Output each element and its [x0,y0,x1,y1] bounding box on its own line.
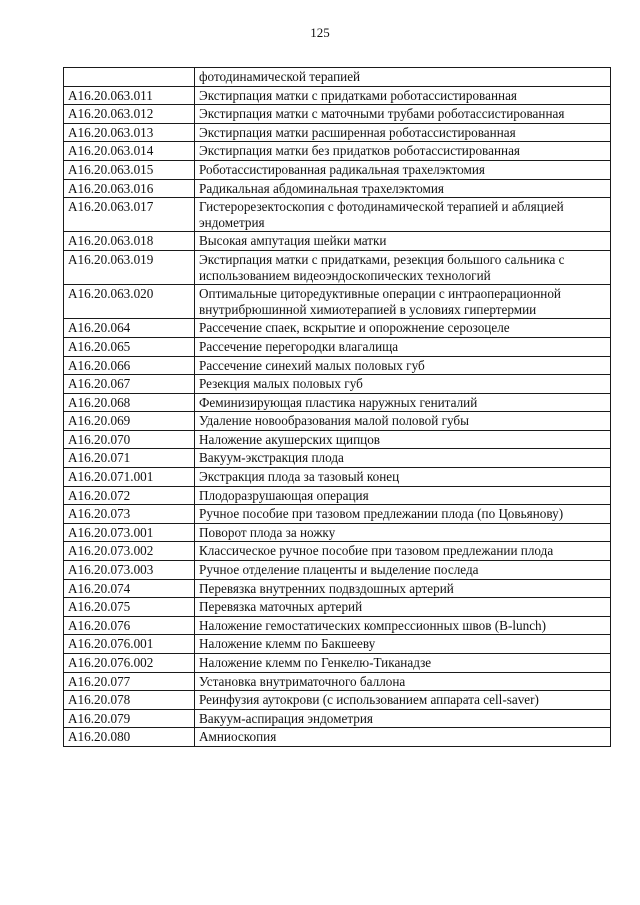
procedure-name-cell: Реинфузия аутокрови (с использованием аппарата cell-saver) [195,691,611,710]
table-row [64,393,611,412]
table-row [64,523,611,542]
table-row [64,505,611,524]
table-row [64,337,611,356]
procedure-code-cell: A16.20.063.012 [64,105,195,124]
procedure-code-cell: A16.20.063.013 [64,123,195,142]
procedure-name-cell: Экстракция плода за тазовый конец [195,468,611,487]
table-row [64,123,611,142]
table-row [64,179,611,198]
procedure-code-cell: A16.20.071.001 [64,468,195,487]
procedure-code-cell: A16.20.063.017 [64,198,195,232]
procedure-code-cell: A16.20.063.020 [64,285,195,319]
procedure-name-cell: Экстирпация матки без придатков роботассистированная [195,142,611,161]
procedure-name-cell: Феминизирующая пластика наружных гениталий [195,393,611,412]
table-row [64,412,611,431]
procedure-code-cell: A16.20.077 [64,672,195,691]
procedure-name-cell: Ручное отделение плаценты и выделение последа [195,561,611,580]
table-row [64,728,611,747]
procedure-code-cell: A16.20.075 [64,598,195,617]
procedure-code-cell: A16.20.073.001 [64,523,195,542]
procedure-name-cell: Классическое ручное пособие при тазовом предлежании плода [195,542,611,561]
procedure-name-cell: Поворот плода за ножку [195,523,611,542]
table-row [64,598,611,617]
procedure-name-cell: Экстирпация матки расширенная роботассистированная [195,123,611,142]
procedure-code-cell: A16.20.070 [64,430,195,449]
procedure-name-cell: Удаление новообразования малой половой губы [195,412,611,431]
procedure-code-cell: A16.20.063.014 [64,142,195,161]
procedure-code-cell: A16.20.063.015 [64,160,195,179]
procedure-code-cell: A16.20.065 [64,337,195,356]
procedure-code-cell: A16.20.071 [64,449,195,468]
procedure-code-cell: A16.20.080 [64,728,195,747]
procedure-code-cell: A16.20.073.002 [64,542,195,561]
table-row [64,319,611,338]
procedure-code-cell: A16.20.069 [64,412,195,431]
procedure-name-cell: Экстирпация матки с придатками роботассистированная [195,86,611,105]
procedure-name-cell: Резекция малых половых губ [195,375,611,394]
table-row [64,142,611,161]
table-row [64,542,611,561]
table-row [64,672,611,691]
procedure-code-cell: A16.20.074 [64,579,195,598]
table-row [64,68,611,87]
procedure-name-cell: Рассечение спаек, вскрытие и опорожнение серозоцеле [195,319,611,338]
procedure-name-cell: Наложение гемостатических компрессионных швов (B-lunch) [195,616,611,635]
table-row [64,250,611,284]
procedure-name-cell: Вакуум-аспирация эндометрия [195,709,611,728]
procedure-name-cell: Оптимальные циторедуктивные операции с интраоперационной внутрибрюшинной химиотерапией в условиях гипертермии [195,285,611,319]
procedure-code-cell: A16.20.076.001 [64,635,195,654]
procedure-name-cell: Гистерорезектоскопия с фотодинамической терапией и абляцией эндометрия [195,198,611,232]
table-row [64,635,611,654]
procedure-table [63,67,611,747]
table-row [64,86,611,105]
procedure-code-cell: A16.20.072 [64,486,195,505]
procedure-name-cell: Радикальная абдоминальная трахелэктомия [195,179,611,198]
table-row [64,285,611,319]
procedure-code-cell [64,68,195,87]
procedure-code-cell: A16.20.076.002 [64,654,195,673]
table-row [64,198,611,232]
table-row [64,449,611,468]
table-row [64,654,611,673]
procedure-name-cell: Экстирпация матки с маточными трубами роботассистированная [195,105,611,124]
table-row [64,356,611,375]
procedure-name-cell: Ручное пособие при тазовом предлежании плода (по Цовьянову) [195,505,611,524]
procedure-name-cell: Наложение клемм по Генкелю-Тиканадзе [195,654,611,673]
procedure-code-cell: A16.20.073 [64,505,195,524]
table-row [64,691,611,710]
table-row [64,561,611,580]
table-row [64,375,611,394]
table-row [64,232,611,251]
table-row [64,616,611,635]
table-row [64,579,611,598]
procedure-name-cell: фотодинамической терапией [195,68,611,87]
procedure-name-cell: Высокая ампутация шейки матки [195,232,611,251]
procedure-code-cell: A16.20.079 [64,709,195,728]
procedure-code-cell: A16.20.063.019 [64,250,195,284]
procedure-code-cell: A16.20.067 [64,375,195,394]
procedure-name-cell: Плодоразрушающая операция [195,486,611,505]
procedure-code-cell: A16.20.076 [64,616,195,635]
procedure-name-cell: Рассечение перегородки влагалища [195,337,611,356]
procedure-code-cell: A16.20.063.016 [64,179,195,198]
procedure-name-cell: Перевязка маточных артерий [195,598,611,617]
procedure-code-cell: A16.20.078 [64,691,195,710]
procedure-name-cell: Экстирпация матки с придатками, резекция большого сальника с использованием видеоэндоскопических технологий [195,250,611,284]
procedure-name-cell: Установка внутриматочного баллона [195,672,611,691]
table-row [64,486,611,505]
table-row [64,709,611,728]
procedure-name-cell: Рассечение синехий малых половых губ [195,356,611,375]
page-number: 125 [310,25,330,40]
procedure-code-cell: A16.20.068 [64,393,195,412]
table-row [64,430,611,449]
procedure-code-cell: A16.20.063.018 [64,232,195,251]
procedure-code-cell: A16.20.073.003 [64,561,195,580]
procedure-name-cell: Роботассистированная радикальная трахелэктомия [195,160,611,179]
procedure-name-cell: Вакуум-экстракция плода [195,449,611,468]
procedure-table-body [64,68,611,747]
procedure-name-cell: Наложение клемм по Бакшееву [195,635,611,654]
procedure-name-cell: Наложение акушерских щипцов [195,430,611,449]
procedure-name-cell: Перевязка внутренних подвздошных артерий [195,579,611,598]
table-row [64,105,611,124]
table-row [64,160,611,179]
procedure-code-cell: A16.20.064 [64,319,195,338]
procedure-code-cell: A16.20.066 [64,356,195,375]
procedure-name-cell: Амниоскопия [195,728,611,747]
table-row [64,468,611,487]
procedure-code-cell: A16.20.063.011 [64,86,195,105]
